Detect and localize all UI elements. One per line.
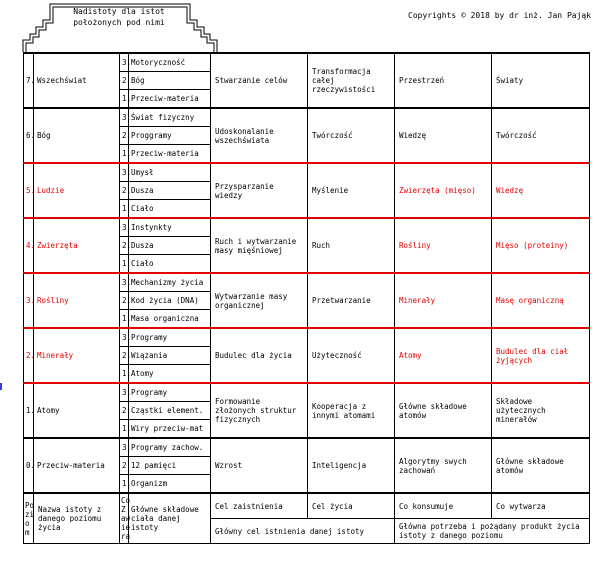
component-label: Wiry przeciw-mat (129, 420, 211, 439)
component-label: Mechanizmy życia (129, 273, 211, 292)
component-label: 12 pamięci (129, 457, 211, 475)
cel-zaistnienia: Stwarzanie celów (211, 53, 308, 108)
table-row (24, 218, 590, 237)
cel-zycia: Twórczość (308, 108, 395, 163)
footer-co-konsumuje: Co konsumuje (395, 493, 492, 519)
co-wytwarza: Składowe użytecznych minerałów (492, 383, 590, 438)
co-konsumuje: Algorytmy swych zachowań (395, 438, 492, 493)
component-number: 2. (120, 402, 129, 420)
component-number: 1. (120, 145, 129, 164)
cel-zycia: Transformacja całej rzeczywistości (308, 53, 395, 108)
component-label: Programy (129, 383, 211, 402)
component-number: 2. (120, 347, 129, 365)
table-row (24, 383, 590, 402)
cel-zycia: Użyteczność (308, 328, 395, 383)
levels-table-body (24, 53, 590, 493)
component-number: 1. (120, 365, 129, 384)
component-number: 3. (120, 383, 129, 402)
co-konsumuje: Wiedzę (395, 108, 492, 163)
component-number: 1. (120, 200, 129, 219)
component-number: 3. (120, 218, 129, 237)
component-label: Instynkty (129, 218, 211, 237)
footer-name-label: Nazwa istoty z danego poziomu życia (34, 493, 120, 544)
cel-zaistnienia: Ruch i wytwarzanie masy mięśniowej (211, 218, 308, 273)
cel-zaistnienia: Wzrost (211, 438, 308, 493)
level-name: Rośliny (34, 273, 120, 328)
component-label: Proggramy (129, 127, 211, 145)
co-wytwarza: Mięso (proteiny) (492, 218, 590, 273)
component-label: Świat fizyczny (129, 108, 211, 127)
header-title-line1: Nadistoty dla istot (73, 7, 165, 16)
footer-co-zawiera-label: Co Z aw ie ra (120, 493, 129, 544)
cel-zaistnienia: Wytwarzanie masy organicznej (211, 273, 308, 328)
component-number: 3. (120, 273, 129, 292)
component-label: Ciało (129, 200, 211, 219)
component-label: Programy (129, 328, 211, 347)
component-number: 1. (120, 420, 129, 439)
component-label: Organizm (129, 475, 211, 494)
table-footer (24, 493, 590, 544)
component-label: Przeciw-materia (129, 145, 211, 164)
component-number: 1. (120, 90, 129, 109)
level-number: 2. (24, 328, 34, 383)
component-number: 3. (120, 438, 129, 457)
header-title (56, 6, 182, 28)
component-label: Dusza (129, 182, 211, 200)
co-konsumuje: Przestrzeń (395, 53, 492, 108)
cel-zaistnienia: Formowanie złożonych struktur fizycznych (211, 383, 308, 438)
level-number: 7. (24, 53, 34, 108)
co-konsumuje: Atomy (395, 328, 492, 383)
level-name: Zwierzęta (34, 218, 120, 273)
component-number: 1. (120, 310, 129, 329)
header-title-line2: położonych pod nimi (73, 18, 165, 27)
level-number: 4. (24, 218, 34, 273)
level-name: Atomy (34, 383, 120, 438)
footer-cel-zycia: Cel życia (308, 493, 395, 519)
cel-zycia: Ruch (308, 218, 395, 273)
level-name: Wszechświat (34, 53, 120, 108)
component-label: Ciało (129, 255, 211, 274)
footer-skladowe-label: Główne składowe ciała danej istoty (129, 493, 211, 544)
component-number: 3. (120, 163, 129, 182)
component-number: 2. (120, 292, 129, 310)
co-konsumuje: Rośliny (395, 218, 492, 273)
component-label: Umysł (129, 163, 211, 182)
component-label: Wiązania (129, 347, 211, 365)
component-label: Dusza (129, 237, 211, 255)
component-number: 2. (120, 182, 129, 200)
component-number: 3. (120, 53, 129, 72)
level-number: 0. (24, 438, 34, 493)
co-wytwarza: Wiedzę (492, 163, 590, 218)
footer-cel-zaistnienia: Cel zaistnienia (211, 493, 308, 519)
component-number: 3. (120, 328, 129, 347)
cel-zycia: Inteligencja (308, 438, 395, 493)
co-wytwarza: Masę organiczną (492, 273, 590, 328)
scroll-marker (0, 383, 2, 390)
cel-zaistnienia: Przysparzanie wiedzy (211, 163, 308, 218)
table-row (24, 438, 590, 457)
copyright-text: Copyrights © 2018 by dr inż. Jan Pająk (408, 11, 592, 20)
component-label: Cząstki element. (129, 402, 211, 420)
component-number: 2. (120, 127, 129, 145)
component-number: 2. (120, 72, 129, 90)
table-row (24, 273, 590, 292)
footer-glowny-cel: Główny cel istnienia danej istoty (211, 519, 395, 544)
cel-zaistnienia: Udoskonalanie wszechświata (211, 108, 308, 163)
cel-zycia: Przetwarzanie (308, 273, 395, 328)
component-label: Motoryczność (129, 53, 211, 72)
level-name: Przeciw-materia (34, 438, 120, 493)
component-label: Masa organiczna (129, 310, 211, 329)
component-number: 2. (120, 237, 129, 255)
co-wytwarza: Główne składowe atomów (492, 438, 590, 493)
co-konsumuje: Minerały (395, 273, 492, 328)
co-wytwarza: Budulec dla ciał żyjących (492, 328, 590, 383)
footer-poziom-label: Po zi o m (24, 493, 34, 544)
levels-table (23, 52, 590, 544)
level-number: 1. (24, 383, 34, 438)
component-number: 3. (120, 108, 129, 127)
co-konsumuje: Zwierzęta (mięso) (395, 163, 492, 218)
level-number: 6. (24, 108, 34, 163)
component-number: 1. (120, 255, 129, 274)
co-wytwarza: Światy (492, 53, 590, 108)
component-label: Programy zachow. (129, 438, 211, 457)
footer-glowna-potrzeba: Główna potrzeba i pożądany produkt życia istoty z danego poziomu (395, 519, 590, 544)
component-label: Atomy (129, 365, 211, 384)
co-wytwarza: Twórczość (492, 108, 590, 163)
footer-co-wytwarza: Co wytwarza (492, 493, 590, 519)
component-number: 1. (120, 475, 129, 494)
level-number: 3. (24, 273, 34, 328)
component-number: 2. (120, 457, 129, 475)
table-row (24, 328, 590, 347)
component-label: Bóg (129, 72, 211, 90)
table-row (24, 108, 590, 127)
cel-zaistnienia: Budulec dla życia (211, 328, 308, 383)
level-name: Bóg (34, 108, 120, 163)
component-label: Kod życia (DNA) (129, 292, 211, 310)
component-label: Przeciw-materia (129, 90, 211, 109)
cel-zycia: Myślenie (308, 163, 395, 218)
table-row (24, 163, 590, 182)
level-number: 5. (24, 163, 34, 218)
co-konsumuje: Główne składowe atomów (395, 383, 492, 438)
level-name: Ludzie (34, 163, 120, 218)
table-row (24, 53, 590, 72)
footer-row-1 (24, 493, 590, 519)
level-name: Minerały (34, 328, 120, 383)
cel-zycia: Kooperacja z innymi atomami (308, 383, 395, 438)
